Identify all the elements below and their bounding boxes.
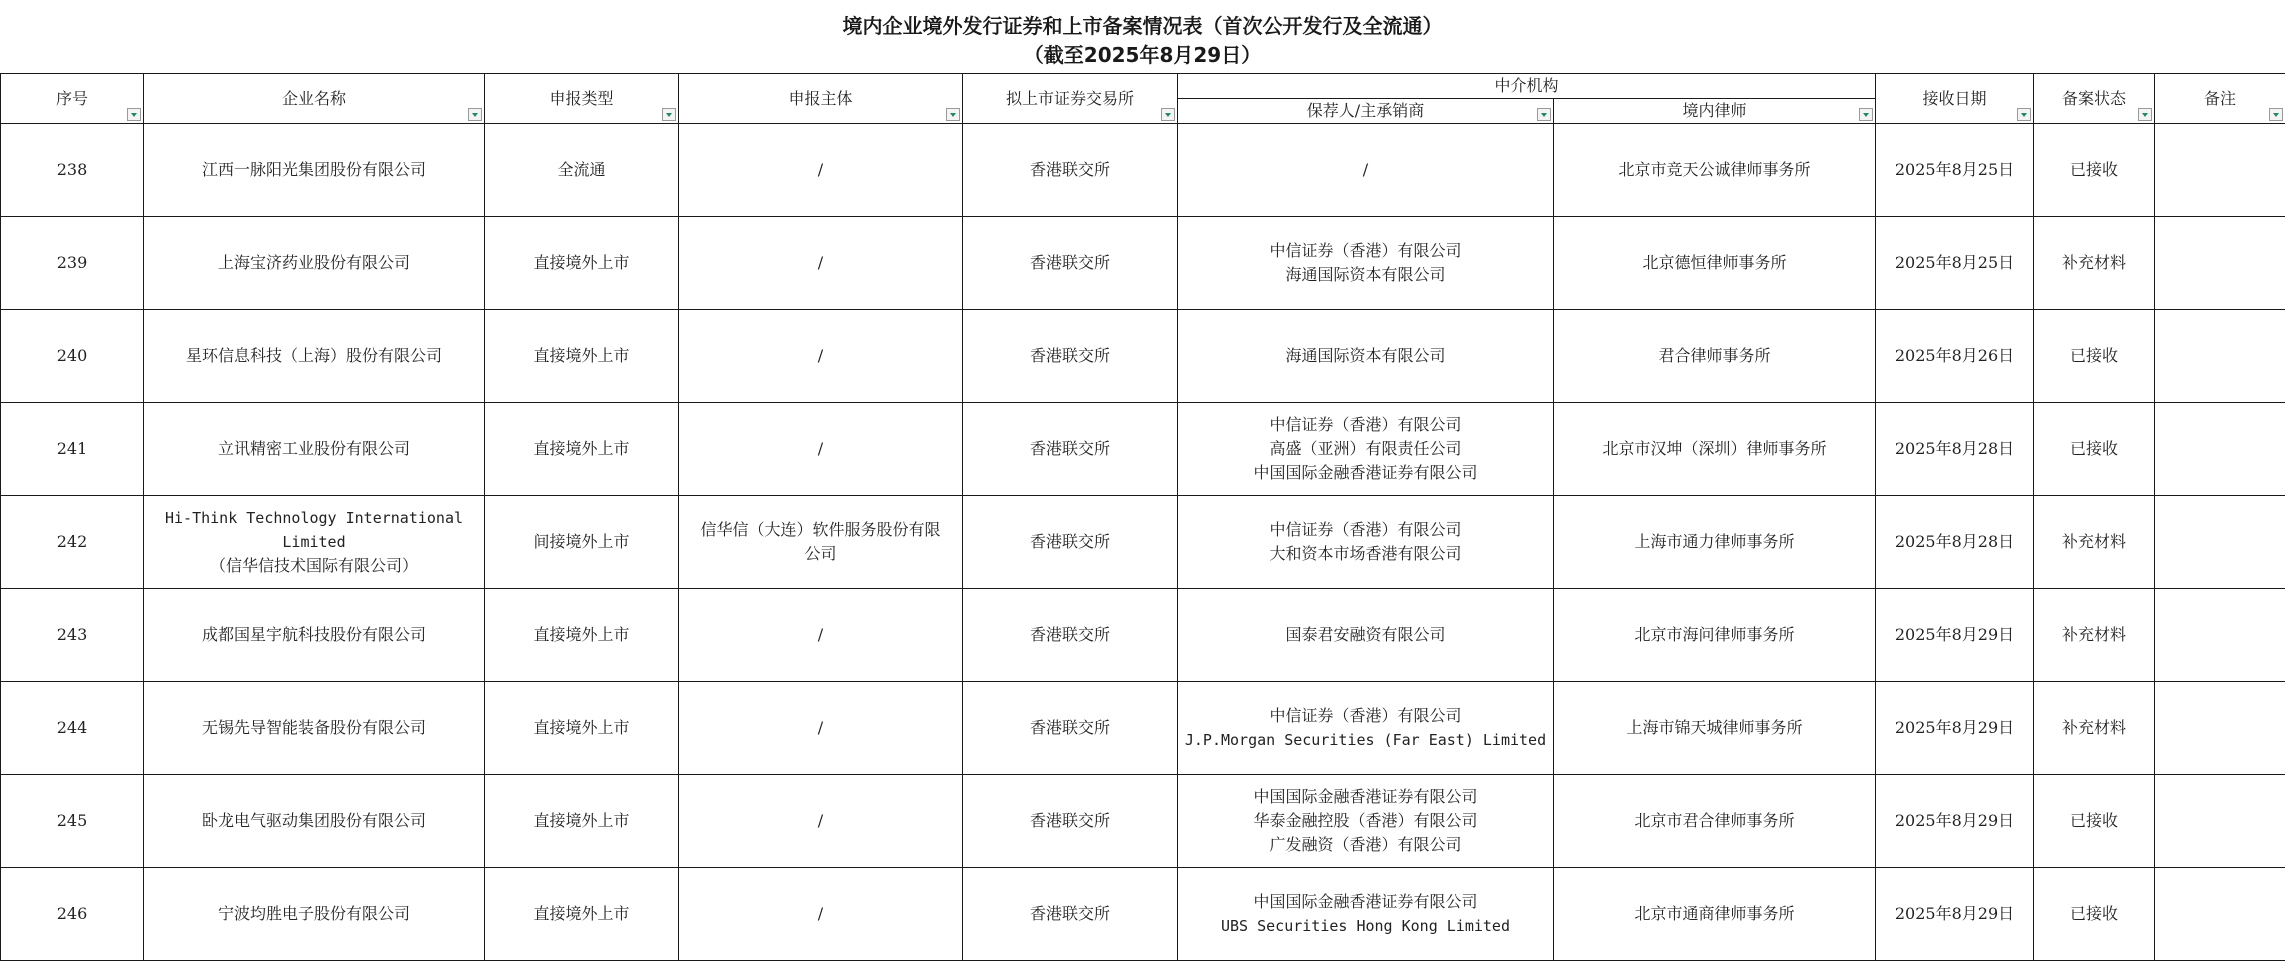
cell-filing-type[interactable] <box>485 403 679 496</box>
cell-company-line: Hi-Think Technology International <box>146 506 482 530</box>
cell-company-line: Limited <box>146 530 482 554</box>
cell-date-text: 2025年8月26日 <box>1878 344 2031 368</box>
cell-remark[interactable] <box>2155 775 2285 868</box>
cell-filing-type[interactable] <box>485 682 679 775</box>
cell-filing-entity[interactable] <box>679 310 963 403</box>
cell-remark[interactable] <box>2155 403 2285 496</box>
cell-remark[interactable] <box>2155 496 2285 589</box>
cell-date[interactable] <box>1876 496 2034 589</box>
cell-company-line: （信华信技术国际有限公司） <box>146 554 482 578</box>
cell-date[interactable] <box>1876 589 2034 682</box>
cell-date-text: 2025年8月28日 <box>1878 437 2031 461</box>
cell-filing-type-text: 直接境外上市 <box>487 902 676 926</box>
cell-date-text: 2025年8月29日 <box>1878 623 2031 647</box>
cell-remark[interactable] <box>2155 310 2285 403</box>
cell-seq-text: 243 <box>3 623 141 647</box>
cell-company-line: 江西一脉阳光集团股份有限公司 <box>146 158 482 182</box>
cell-status-text: 补充材料 <box>2036 530 2152 554</box>
cell-seq-text: 246 <box>3 902 141 926</box>
filing-table <box>0 73 2285 961</box>
cell-seq-text: 240 <box>3 344 141 368</box>
cell-filing-entity[interactable] <box>679 682 963 775</box>
cell-exchange[interactable] <box>963 589 1178 682</box>
cell-status-text: 已接收 <box>2036 158 2152 182</box>
header-seq <box>1 74 144 124</box>
cell-seq[interactable] <box>1 496 144 589</box>
cell-sponsor-line: 高盛（亚洲）有限责任公司 <box>1180 437 1551 461</box>
cell-filing-type[interactable] <box>485 775 679 868</box>
cell-filing-type-text: 间接境外上市 <box>487 530 676 554</box>
cell-status-text: 已接收 <box>2036 902 2152 926</box>
cell-date-text: 2025年8月29日 <box>1878 809 2031 833</box>
table-row <box>1 217 2285 310</box>
cell-filing-entity[interactable] <box>679 868 963 961</box>
header-sponsor <box>1178 99 1554 124</box>
cell-exchange-text: 香港联交所 <box>965 344 1175 368</box>
header-filing-entity-label: 申报主体 <box>681 87 960 111</box>
cell-sponsor-line: 中国国际金融香港证券有限公司 <box>1180 785 1551 809</box>
header-remark <box>2155 74 2285 124</box>
cell-filing-type-text: 直接境外上市 <box>487 344 676 368</box>
cell-company-line: 星环信息科技（上海）股份有限公司 <box>146 344 482 368</box>
title-block <box>0 0 2285 73</box>
cell-date[interactable] <box>1876 403 2034 496</box>
cell-lawyer-text: 北京市君合律师事务所 <box>1556 809 1873 833</box>
cell-seq-text: 239 <box>3 251 141 275</box>
cell-exchange-text: 香港联交所 <box>965 716 1175 740</box>
filter-dropdown-icon[interactable] <box>662 108 676 121</box>
header-status-label: 备案状态 <box>2036 87 2152 111</box>
cell-company-line: 成都国星宇航科技股份有限公司 <box>146 623 482 647</box>
cell-exchange-text: 香港联交所 <box>965 623 1175 647</box>
cell-seq-text: 242 <box>3 530 141 554</box>
cell-sponsor[interactable] <box>1178 589 1554 682</box>
cell-sponsor-line: J.P.Morgan Securities (Far East) Limited <box>1180 728 1551 752</box>
cell-status[interactable] <box>2034 775 2155 868</box>
cell-seq-text: 244 <box>3 716 141 740</box>
cell-remark[interactable] <box>2155 868 2285 961</box>
cell-sponsor-line: 广发融资（香港）有限公司 <box>1180 833 1551 857</box>
cell-date[interactable] <box>1876 682 2034 775</box>
cell-sponsor-line: 中国国际金融香港证券有限公司 <box>1180 461 1551 485</box>
cell-exchange-text: 香港联交所 <box>965 809 1175 833</box>
filter-dropdown-icon[interactable] <box>1161 108 1175 121</box>
cell-seq-text: 245 <box>3 809 141 833</box>
header-lawyer-label: 境内律师 <box>1556 99 1873 123</box>
cell-exchange[interactable] <box>963 217 1178 310</box>
header-intermediary <box>1178 74 1876 99</box>
cell-filing-type[interactable] <box>485 217 679 310</box>
cell-filing-entity-line: / <box>681 251 960 275</box>
cell-filing-entity-line: 公司 <box>681 542 960 566</box>
header-exchange-label: 拟上市证券交易所 <box>965 87 1175 111</box>
cell-seq-text: 241 <box>3 437 141 461</box>
cell-lawyer[interactable] <box>1554 682 1876 775</box>
cell-exchange-text: 香港联交所 <box>965 530 1175 554</box>
cell-date-text: 2025年8月25日 <box>1878 251 2031 275</box>
cell-status-text: 已接收 <box>2036 809 2152 833</box>
cell-filing-type[interactable] <box>485 589 679 682</box>
cell-status[interactable] <box>2034 310 2155 403</box>
cell-status[interactable] <box>2034 682 2155 775</box>
cell-filing-entity[interactable] <box>679 496 963 589</box>
cell-sponsor-line: 大和资本市场香港有限公司 <box>1180 542 1551 566</box>
cell-company[interactable] <box>144 217 485 310</box>
cell-status-text: 补充材料 <box>2036 251 2152 275</box>
cell-status[interactable] <box>2034 124 2155 217</box>
cell-sponsor-line: 中国国际金融香港证券有限公司 <box>1180 890 1551 914</box>
cell-date[interactable] <box>1876 868 2034 961</box>
cell-lawyer-text: 北京市通商律师事务所 <box>1556 902 1873 926</box>
header-filing-type <box>485 74 679 124</box>
filter-dropdown-icon[interactable] <box>127 108 141 121</box>
cell-filing-entity-line: / <box>681 809 960 833</box>
cell-date-text: 2025年8月29日 <box>1878 902 2031 926</box>
header-exchange <box>963 74 1178 124</box>
table-row <box>1 124 2285 217</box>
cell-filing-type[interactable] <box>485 868 679 961</box>
cell-exchange-text: 香港联交所 <box>965 251 1175 275</box>
cell-seq[interactable] <box>1 868 144 961</box>
cell-status[interactable] <box>2034 868 2155 961</box>
header-filing-entity <box>679 74 963 124</box>
cell-status[interactable] <box>2034 496 2155 589</box>
cell-filing-type-text: 直接境外上市 <box>487 716 676 740</box>
cell-seq[interactable] <box>1 124 144 217</box>
filter-dropdown-icon[interactable] <box>946 108 960 121</box>
cell-company-line: 无锡先导智能装备股份有限公司 <box>146 716 482 740</box>
cell-lawyer[interactable] <box>1554 124 1876 217</box>
cell-sponsor-line: 中信证券（香港）有限公司 <box>1180 704 1551 728</box>
header-sponsor-label: 保荐人/主承销商 <box>1180 99 1551 123</box>
cell-company[interactable] <box>144 124 485 217</box>
cell-exchange[interactable] <box>963 682 1178 775</box>
cell-company[interactable] <box>144 682 485 775</box>
header-company <box>144 74 485 124</box>
cell-company[interactable] <box>144 589 485 682</box>
header-date <box>1876 74 2034 124</box>
cell-remark[interactable] <box>2155 124 2285 217</box>
cell-exchange[interactable] <box>963 775 1178 868</box>
filter-dropdown-icon[interactable] <box>1859 108 1873 121</box>
cell-company-line: 上海宝济药业股份有限公司 <box>146 251 482 275</box>
cell-seq[interactable] <box>1 403 144 496</box>
table-row <box>1 868 2285 961</box>
cell-lawyer[interactable] <box>1554 403 1876 496</box>
cell-status[interactable] <box>2034 217 2155 310</box>
cell-sponsor-line: 中信证券（香港）有限公司 <box>1180 239 1551 263</box>
cell-company[interactable] <box>144 496 485 589</box>
cell-company[interactable] <box>144 868 485 961</box>
cell-seq[interactable] <box>1 310 144 403</box>
filter-dropdown-icon[interactable] <box>1537 108 1551 121</box>
cell-company-line: 卧龙电气驱动集团股份有限公司 <box>146 809 482 833</box>
cell-seq[interactable] <box>1 775 144 868</box>
page-title: 境内企业境外发行证券和上市备案情况表（首次公开发行及全流通） <box>0 10 2285 39</box>
cell-company[interactable] <box>144 775 485 868</box>
cell-lawyer-text: 北京市海问律师事务所 <box>1556 623 1873 647</box>
cell-company[interactable] <box>144 403 485 496</box>
cell-seq[interactable] <box>1 217 144 310</box>
cell-sponsor-line: UBS Securities Hong Kong Limited <box>1180 914 1551 938</box>
cell-exchange-text: 香港联交所 <box>965 158 1175 182</box>
cell-filing-type[interactable] <box>485 496 679 589</box>
cell-status-text: 已接收 <box>2036 437 2152 461</box>
cell-status[interactable] <box>2034 403 2155 496</box>
cell-date[interactable] <box>1876 775 2034 868</box>
cell-date-text: 2025年8月28日 <box>1878 530 2031 554</box>
cell-date[interactable] <box>1876 124 2034 217</box>
cell-exchange[interactable] <box>963 496 1178 589</box>
cell-filing-type[interactable] <box>485 310 679 403</box>
cell-filing-type-text: 直接境外上市 <box>487 809 676 833</box>
cell-remark[interactable] <box>2155 589 2285 682</box>
cell-filing-entity-line: / <box>681 344 960 368</box>
cell-lawyer[interactable] <box>1554 310 1876 403</box>
cell-lawyer-text: 北京德恒律师事务所 <box>1556 251 1873 275</box>
cell-exchange-text: 香港联交所 <box>965 902 1175 926</box>
filter-dropdown-icon[interactable] <box>468 108 482 121</box>
cell-sponsor[interactable] <box>1178 124 1554 217</box>
header-status <box>2034 74 2155 124</box>
cell-sponsor[interactable] <box>1178 217 1554 310</box>
cell-filing-entity[interactable] <box>679 589 963 682</box>
cell-date-text: 2025年8月25日 <box>1878 158 2031 182</box>
filter-dropdown-icon[interactable] <box>2017 108 2031 121</box>
header-lawyer <box>1554 99 1876 124</box>
cell-filing-type-text: 直接境外上市 <box>487 251 676 275</box>
table-row <box>1 775 2285 868</box>
cell-sponsor-line: 中信证券（香港）有限公司 <box>1180 413 1551 437</box>
cell-status-text: 已接收 <box>2036 344 2152 368</box>
cell-lawyer[interactable] <box>1554 868 1876 961</box>
cell-filing-entity-line: / <box>681 158 960 182</box>
filter-dropdown-icon[interactable] <box>2138 108 2152 121</box>
cell-sponsor-line: 中信证券（香港）有限公司 <box>1180 518 1551 542</box>
cell-sponsor[interactable] <box>1178 682 1554 775</box>
cell-filing-type-text: 直接境外上市 <box>487 623 676 647</box>
cell-sponsor[interactable] <box>1178 310 1554 403</box>
cell-date[interactable] <box>1876 310 2034 403</box>
cell-lawyer[interactable] <box>1554 589 1876 682</box>
cell-filing-entity[interactable] <box>679 403 963 496</box>
header-filing-type-label: 申报类型 <box>487 87 676 111</box>
cell-lawyer-text: 上海市锦天城律师事务所 <box>1556 716 1873 740</box>
header-intermediary-label: 中介机构 <box>1180 74 1873 98</box>
cell-sponsor[interactable] <box>1178 868 1554 961</box>
header-company-label: 企业名称 <box>146 87 482 111</box>
cell-sponsor-line: 国泰君安融资有限公司 <box>1180 623 1551 647</box>
header-seq-label: 序号 <box>3 87 141 111</box>
cell-filing-entity-line: 信华信（大连）软件服务股份有限 <box>681 518 960 542</box>
cell-lawyer-text: 北京市汉坤（深圳）律师事务所 <box>1556 437 1873 461</box>
cell-exchange[interactable] <box>963 124 1178 217</box>
cell-company[interactable] <box>144 310 485 403</box>
cell-sponsor[interactable] <box>1178 496 1554 589</box>
cell-remark[interactable] <box>2155 217 2285 310</box>
cell-seq-text: 238 <box>3 158 141 182</box>
cell-status-text: 补充材料 <box>2036 623 2152 647</box>
cell-lawyer[interactable] <box>1554 496 1876 589</box>
cell-filing-entity-line: / <box>681 623 960 647</box>
cell-seq[interactable] <box>1 589 144 682</box>
cell-company-line: 宁波均胜电子股份有限公司 <box>146 902 482 926</box>
cell-lawyer-text: 君合律师事务所 <box>1556 344 1873 368</box>
cell-sponsor-line: 海通国际资本有限公司 <box>1180 263 1551 287</box>
table-row <box>1 310 2285 403</box>
header-date-label: 接收日期 <box>1878 87 2031 111</box>
table-row <box>1 682 2285 775</box>
cell-filing-type-text: 全流通 <box>487 158 676 182</box>
cell-exchange-text: 香港联交所 <box>965 437 1175 461</box>
cell-filing-type[interactable] <box>485 124 679 217</box>
table-row <box>1 589 2285 682</box>
cell-company-line: 立讯精密工业股份有限公司 <box>146 437 482 461</box>
cell-exchange[interactable] <box>963 310 1178 403</box>
cell-filing-entity-line: / <box>681 716 960 740</box>
table-row <box>1 403 2285 496</box>
cell-sponsor-line: 海通国际资本有限公司 <box>1180 344 1551 368</box>
cell-sponsor-line: / <box>1180 158 1551 182</box>
cell-exchange[interactable] <box>963 868 1178 961</box>
cell-status-text: 补充材料 <box>2036 716 2152 740</box>
cell-filing-entity[interactable] <box>679 124 963 217</box>
cell-date-text: 2025年8月29日 <box>1878 716 2031 740</box>
cell-remark[interactable] <box>2155 682 2285 775</box>
cell-date[interactable] <box>1876 217 2034 310</box>
cell-seq[interactable] <box>1 682 144 775</box>
cell-filing-entity-line: / <box>681 437 960 461</box>
cell-lawyer[interactable] <box>1554 775 1876 868</box>
cell-lawyer[interactable] <box>1554 217 1876 310</box>
filter-dropdown-icon[interactable] <box>2269 108 2283 121</box>
page-subtitle: （截至2025年8月29日） <box>0 39 2285 68</box>
cell-filing-entity[interactable] <box>679 217 963 310</box>
table-row <box>1 496 2285 589</box>
header-remark-label: 备注 <box>2157 87 2283 111</box>
cell-sponsor-line: 华泰金融控股（香港）有限公司 <box>1180 809 1551 833</box>
cell-exchange[interactable] <box>963 403 1178 496</box>
cell-sponsor[interactable] <box>1178 775 1554 868</box>
cell-lawyer-text: 北京市竞天公诚律师事务所 <box>1556 158 1873 182</box>
cell-filing-entity[interactable] <box>679 775 963 868</box>
cell-lawyer-text: 上海市通力律师事务所 <box>1556 530 1873 554</box>
cell-status[interactable] <box>2034 589 2155 682</box>
cell-filing-entity-line: / <box>681 902 960 926</box>
cell-filing-type-text: 直接境外上市 <box>487 437 676 461</box>
cell-sponsor[interactable] <box>1178 403 1554 496</box>
